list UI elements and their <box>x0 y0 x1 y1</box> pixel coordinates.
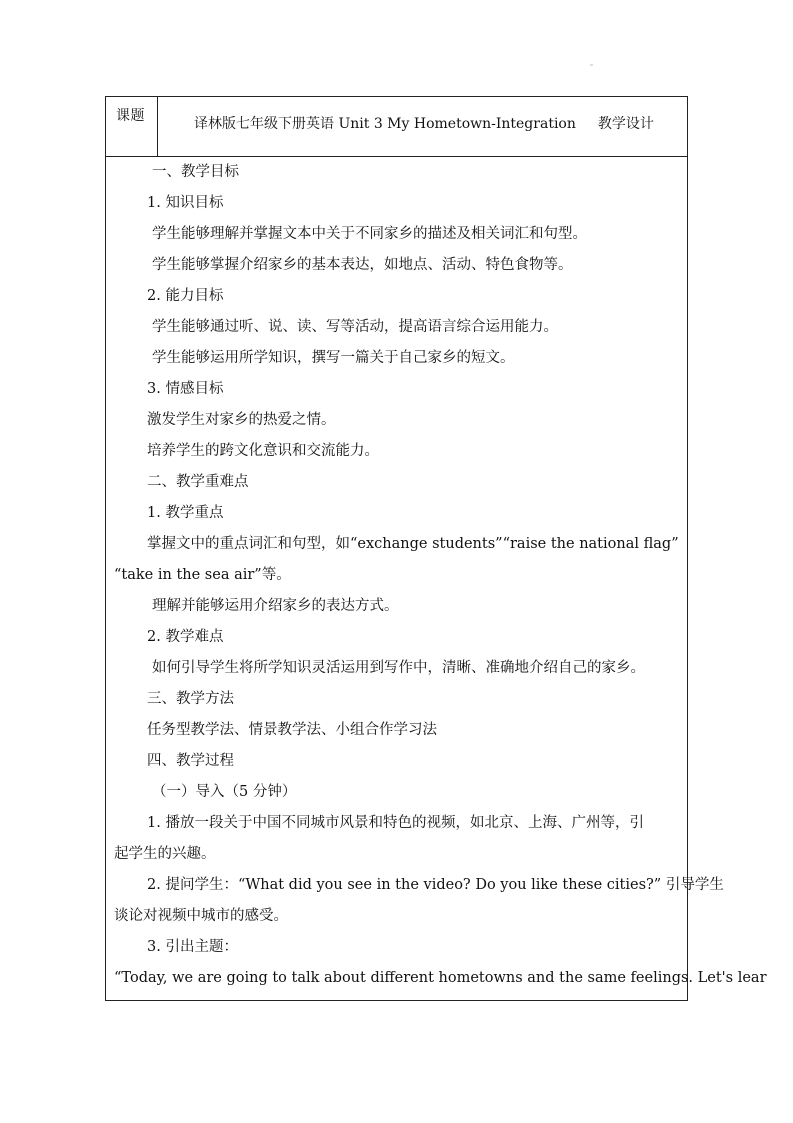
ability-goal-2: 学生能够运用所学知识，撰写一篇关于自己家乡的短文。 <box>152 350 515 366</box>
knowledge-goal-2: 学生能够掌握介绍家乡的基本表达，如地点、活动、特色食物等。 <box>152 257 573 273</box>
key-focus-1: 掌握文中的重点词汇和句型，如“exchange students”“raise the national flag” <box>147 536 679 552</box>
key-focus-1-continued: “take in the sea air”等。 <box>114 567 291 583</box>
page-corner-mark <box>590 64 593 66</box>
lead-in-step-1-continued: 起学生的兴趣。 <box>114 846 216 862</box>
lead-in-step-1: 1. 播放一段关于中国不同城市风景和特色的视频，如北京、上海、广州等，引 <box>147 815 644 831</box>
subheading-knowledge-goals: 1. 知识目标 <box>147 195 224 211</box>
key-focus-2: 理解并能够运用介绍家乡的表达方式。 <box>152 598 399 614</box>
subheading-ability-goals: 2. 能力目标 <box>147 288 224 304</box>
section-heading-process: 四、教学过程 <box>147 753 234 769</box>
emotion-goal-1: 激发学生对家乡的热爱之情。 <box>147 412 336 428</box>
title-row <box>106 97 687 157</box>
knowledge-goal-1: 学生能够理解并掌握文本中关于不同家乡的描述及相关词汇和句型。 <box>152 226 587 242</box>
emotion-goal-2: 培养学生的跨文化意识和交流能力。 <box>147 443 379 459</box>
section-heading-key-points: 二、教学重难点 <box>147 474 249 490</box>
subheading-lead-in: （一）导入（5 分钟） <box>152 784 297 800</box>
lead-in-step-2: 2. 提问学生：“What did you see in the video? Do you like these cities?” 引导学生 <box>147 877 724 893</box>
page-title <box>194 113 654 133</box>
lead-in-step-3-quote: “Today, we are going to talk about different hometowns and the same feelings. Let's lear <box>114 970 767 986</box>
section-heading-methods: 三、教学方法 <box>147 691 234 707</box>
lead-in-step-2-continued: 谈论对视频中城市的感受。 <box>114 908 288 924</box>
lead-in-step-3: 3. 引出主题： <box>147 939 238 955</box>
difficulty-1: 如何引导学生将所学知识灵活运用到写作中，清晰、准确地介绍自己的家乡。 <box>152 660 645 676</box>
topic-label: 课题 <box>116 108 145 124</box>
lesson-body <box>106 157 767 1000</box>
ability-goal-1: 学生能够通过听、说、读、写等活动，提高语言综合运用能力。 <box>152 319 558 335</box>
subheading-emotion-goals: 3. 情感目标 <box>147 381 224 397</box>
topic-label-cell <box>106 97 158 156</box>
title-cell <box>158 97 687 156</box>
lesson-title-suffix: 教学设计 <box>597 116 654 132</box>
lesson-title: 译林版七年级下册英语 Unit 3 My Hometown-Integration <box>194 116 576 132</box>
lesson-plan-table <box>105 96 767 1001</box>
teaching-methods: 任务型教学法、情景教学法、小组合作学习法 <box>147 722 437 738</box>
subheading-difficulty: 2. 教学难点 <box>147 629 224 645</box>
section-heading-objectives: 一、教学目标 <box>152 164 239 180</box>
subheading-key-focus: 1. 教学重点 <box>147 505 224 521</box>
